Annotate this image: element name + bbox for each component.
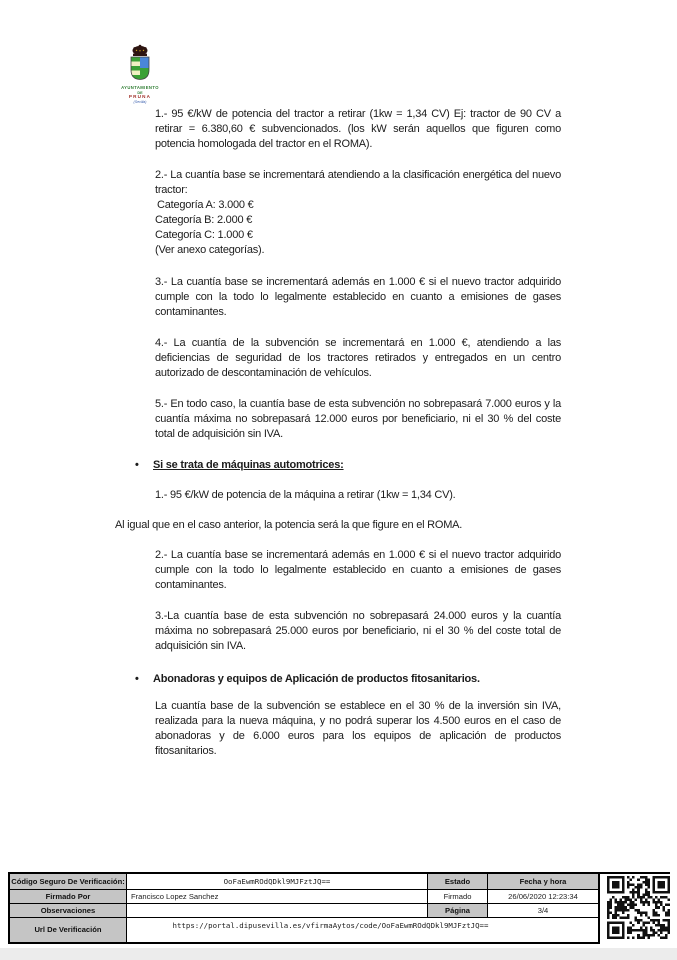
- paragraph-2-intro: 2.- La cuantía base se incrementará atendiendo a la clasificación energética del nuevo tractor:: [155, 169, 561, 196]
- logo-province: (Sevilla): [133, 99, 147, 104]
- maquinas-paragraph-2: 2.- La cuantía base se incrementará además en 1.000 € si el nuevo tractor adquirido cumple con la todo lo legalmente establecido en cuanto a emisiones de gases contaminantes.: [155, 549, 561, 591]
- bullet-icon: •: [135, 673, 139, 685]
- url-value-cell: https://portal.dipusevilla.es/vfirmaAytos/code/OoFaEwmROdQDkl9MJFztJQ==: [172, 921, 489, 930]
- paragraph-5: 5.- En todo caso, la cuantía base de esta subvención no sobrepasará 7.000 euros y la cuantía máxima no sobrepasará 12.000 euros por beneficiario, ni el 30 % del coste total de adquisición sin IVA.: [155, 398, 561, 440]
- logo-town-name: PRUNA: [128, 94, 152, 99]
- abonadoras-paragraph-1: La cuantía base de la subvención se establece en el 30 % de la inversión sin IVA, realizada para la nueva máquina, y no podrá superar los 4.500 euros en el caso de abonadoras y de 6.000 euros para los equipos de aplicación de productos fitosanitarios.: [155, 700, 561, 757]
- qr-code-icon: [607, 876, 670, 939]
- signature-verification-table: [8, 872, 600, 944]
- observaciones-value-cell: [127, 904, 428, 918]
- firmado-por-label-cell: Firmado Por: [10, 890, 127, 904]
- paragraph-1: 1.- 95 €/kW de potencia del tractor a retirar (1kw = 1,34 CV) Ej: tractor de 90 CV a retirar = 6.380,60 € subvencionados. (los kW serán aquellos que figuren como potencia homologada del tractor en el ROMA).: [155, 108, 561, 150]
- fecha-header-cell: Fecha y hora: [488, 874, 598, 890]
- category-c-line: Categoría C: 1.000 €: [155, 229, 253, 241]
- document-body: [115, 107, 561, 775]
- annex-note-line: (Ver anexo categorías).: [155, 244, 265, 256]
- coat-of-arms-icon: [123, 44, 157, 84]
- firmado-por-value-cell: Francisco Lopez Sanchez: [127, 890, 428, 904]
- maquinas-paragraph-3: 3.-La cuantía base de esta subvención no sobrepasará 24.000 euros y la cuantía máxima no sobrepasará 25.000 euros por beneficiario, ni el 30 % del coste total de adquisición sin IVA.: [155, 610, 561, 652]
- bullet-label: Abonadoras y equipos de Aplicación de productos fitosanitarios.: [153, 673, 480, 685]
- observaciones-label-cell: Observaciones: [10, 904, 127, 918]
- municipal-logo: [114, 44, 166, 104]
- paragraph-3: 3.- La cuantía base se incrementará además en 1.000 € si el nuevo tractor adquirido cumple con la todo lo legalmente establecido en cuanto a emisiones de gases contaminantes.: [155, 276, 561, 318]
- csv-value-cell: OoFaEwmROdQDkl9MJFztJQ==: [127, 874, 428, 890]
- category-b-line: Categoría B: 2.000 €: [155, 214, 253, 226]
- bullet-maquinas-automotrices: [115, 458, 561, 473]
- maquinas-paragraph-1: 1.- 95 €/kW de potencia de la máquina a retirar (1kw = 1,34 CV).: [155, 489, 456, 501]
- csv-label-cell: Código Seguro De Verificación:: [10, 874, 127, 890]
- bullet-abonadoras: [115, 672, 561, 687]
- category-a-line: Categoría A: 3.000 €: [157, 199, 254, 211]
- pagina-label-cell: Página: [428, 904, 488, 918]
- logo-org-name: AYUNTAMIENTO: [121, 85, 159, 90]
- bullet-label: Si se trata de máquinas automotrices:: [153, 459, 344, 471]
- bullet-icon: •: [135, 459, 139, 471]
- logo-org-de: DE: [137, 90, 143, 95]
- pagina-value-cell: 3/4: [488, 904, 598, 918]
- estado-value-cell: Firmado: [428, 890, 488, 904]
- page-bottom-edge: [0, 948, 677, 960]
- roma-note-line: Al igual que en el caso anterior, la potencia será la que figure en el ROMA.: [115, 519, 463, 531]
- paragraph-4: 4.- La cuantía de la subvención se incrementará en 1.000 €, atendiendo a las deficiencias de seguridad de los tractores retirados y entregados en un centro autorizado de descontaminación de vehículos.: [155, 337, 561, 379]
- url-label-cell: Url De Verificación: [10, 918, 127, 942]
- estado-header-cell: Estado: [428, 874, 488, 890]
- fecha-value-cell: 26/06/2020 12:23:34: [488, 890, 598, 904]
